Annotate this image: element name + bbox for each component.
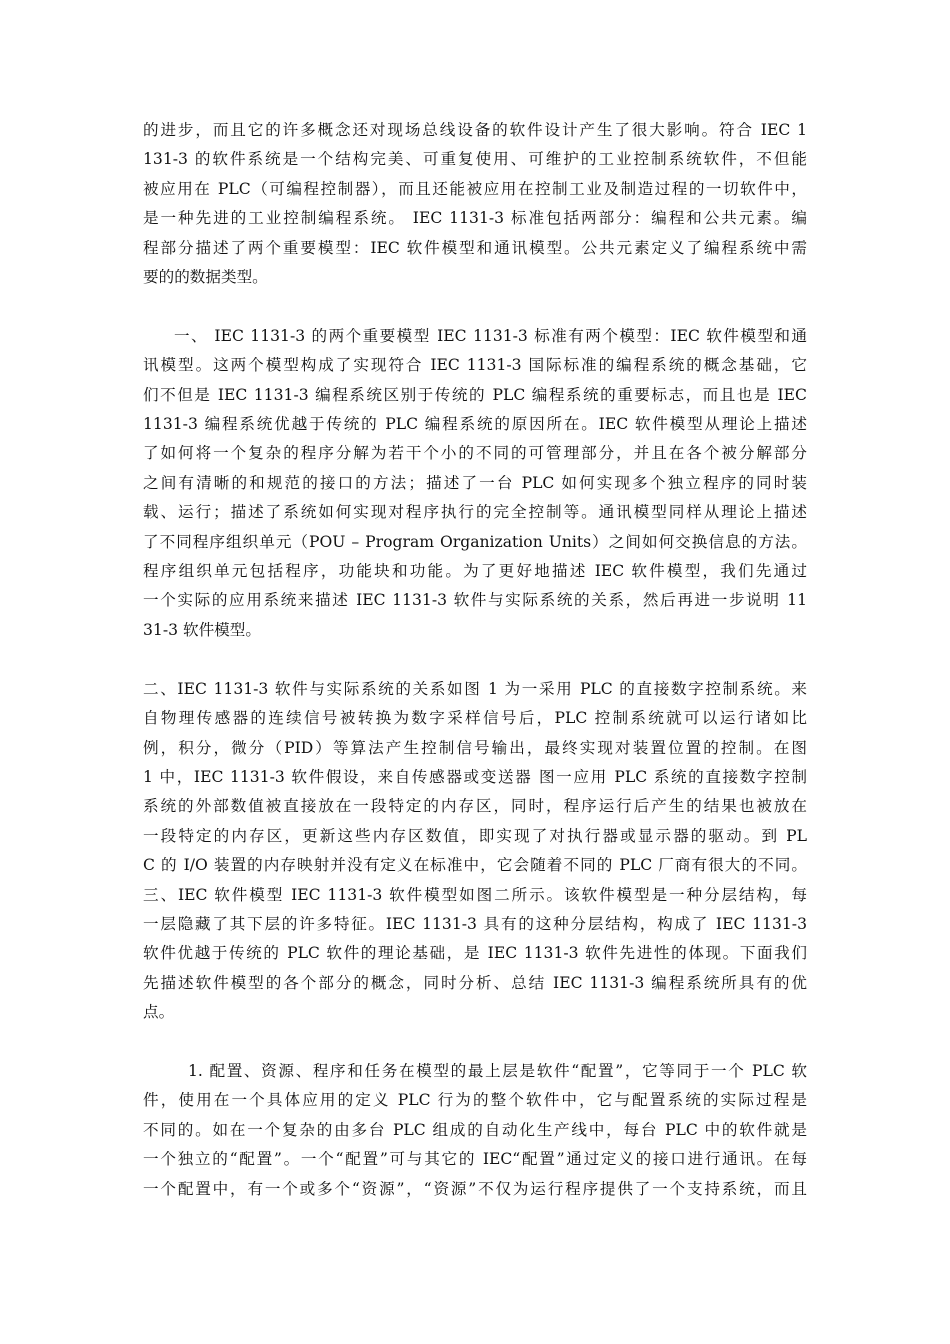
paragraph-gap <box>143 1028 807 1057</box>
text-line: 1. 配置、资源、程序和任务在模型的最上层是软件“配置”，它等同于一个 PLC 软 <box>188 1061 807 1080</box>
text-line: 点。 <box>143 1003 175 1022</box>
paragraph-gap <box>143 292 807 321</box>
text-line: 1131-3 编程系统优越于传统的 PLC 编程系统的原因所在。IEC 软件模型从理论上描述 <box>143 415 807 434</box>
text-line: 软件优越于传统的 PLC 软件的理论基础，是 IEC 1131-3 软件先进性的体现。下面我们 <box>143 944 807 963</box>
text-line: 载、运行；描述了系统如何实现对程序执行的完全控制等。通讯模型同样从理论上描述 <box>143 503 807 522</box>
text-line: 一层隐藏了其下层的许多特征。IEC 1131-3 具有的这种分层结构，构成了 IEC 1131-3 <box>143 914 807 933</box>
text-line: C 的 I/O 装置的内存映射并没有定义在标准中，它会随着不同的 PLC 厂商有很大的不同。 <box>143 856 807 875</box>
text-line: 要的的数据类型。 <box>143 268 268 287</box>
paragraph-gap <box>143 645 807 674</box>
text-line: 131-3 的软件系统是一个结构完美、可重复使用、可维护的工业控制系统软件，不但能 <box>143 150 807 169</box>
text-line: 是一种先进的工业控制编程系统。 IEC 1131-3 标准包括两部分：编程和公共元素。编 <box>143 209 807 228</box>
text-line: 们不但是 IEC 1131-3 编程系统区别于传统的 PLC 编程系统的重要标志，而且也是 IEC <box>143 385 807 404</box>
text-line: 之间有清晰的和规范的接口的方法；描述了一台 PLC 如何实现多个独立程序的同时装 <box>143 473 807 492</box>
text-line: 一段特定的内存区，更新这些内存区数值，即实现了对执行器或显示器的驱动。到 PL <box>143 826 807 845</box>
text-line: 二、IEC 1131-3 软件与实际系统的关系如图 1 为一采用 PLC 的直接数字控制系统。来 <box>143 679 807 698</box>
paragraph-2 <box>143 322 807 645</box>
text-line: 了不同程序组织单元（POU – Program Organization Units）之间如何交换信息的方法。 <box>143 532 807 551</box>
text-line: 31-3 软件模型。 <box>143 620 261 639</box>
paragraph-3 <box>143 675 807 1028</box>
text-line: 自物理传感器的连续信号被转换为数字采样信号后，PLC 控制系统就可以运行诸如比 <box>143 709 807 728</box>
paragraph-4 <box>143 1057 807 1204</box>
text-line: 讯模型。这两个模型构成了实现符合 IEC 1131-3 国际标准的编程系统的概念基础，它 <box>143 356 807 375</box>
text-line: 一个实际的应用系统来描述 IEC 1131-3 软件与实际系统的关系，然后再进一步说明 11 <box>143 591 807 610</box>
text-line: 一、 IEC 1131-3 的两个重要模型 IEC 1131-3 标准有两个模型：IEC 软件模型和通 <box>174 326 807 345</box>
text-line: 程部分描述了两个重要模型：IEC 软件模型和通讯模型。公共元素定义了编程系统中需 <box>143 238 807 257</box>
text-line: 的进步，而且它的许多概念还对现场总线设备的软件设计产生了很大影响。符合 IEC 1 <box>143 121 807 139</box>
text-line: 先描述软件模型的各个部分的概念，同时分析、总结 IEC 1131-3 编程系统所具有的优 <box>143 973 807 992</box>
document-page <box>143 116 807 1204</box>
text-line: 三、IEC 软件模型 IEC 1131-3 软件模型如图二所示。该软件模型是一种分层结构，每 <box>143 885 807 904</box>
text-line: 被应用在 PLC（可编程控制器），而且还能被应用在控制工业及制造过程的一切软件中， <box>143 179 807 198</box>
text-line: 一个配置中，有一个或多个“资源”，“资源”不仅为运行程序提供了一个支持系统，而且 <box>143 1179 807 1198</box>
text-line: 例，积分，微分（PID）等算法产生控制信号输出，最终实现对装置位置的控制。在图 <box>143 738 807 757</box>
text-line: 程序组织单元包括程序，功能块和功能。为了更好地描述 IEC 软件模型，我们先通过 <box>143 562 807 581</box>
text-line: 件，使用在一个具体应用的定义 PLC 行为的整个软件中，它与配置系统的实际过程是 <box>143 1091 807 1110</box>
text-line: 不同的。如在一个复杂的由多台 PLC 组成的自动化生产线中，每台 PLC 中的软件就是 <box>143 1120 807 1139</box>
paragraph-1 <box>143 116 807 292</box>
text-line: 了如何将一个复杂的程序分解为若干个小的不同的可管理部分，并且在各个被分解部分 <box>143 444 807 463</box>
text-line: 一个独立的“配置”。一个“配置”可与其它的 IEC“配置”通过定义的接口进行通讯。在每 <box>143 1150 807 1169</box>
text-line: 1 中，IEC 1131-3 软件假设，来自传感器或变送器 图一应用 PLC 系统的直接数字控制 <box>143 767 807 786</box>
text-line: 系统的外部数值被直接放在一段特定的内存区，同时，程序运行后产生的结果也被放在 <box>143 797 807 816</box>
